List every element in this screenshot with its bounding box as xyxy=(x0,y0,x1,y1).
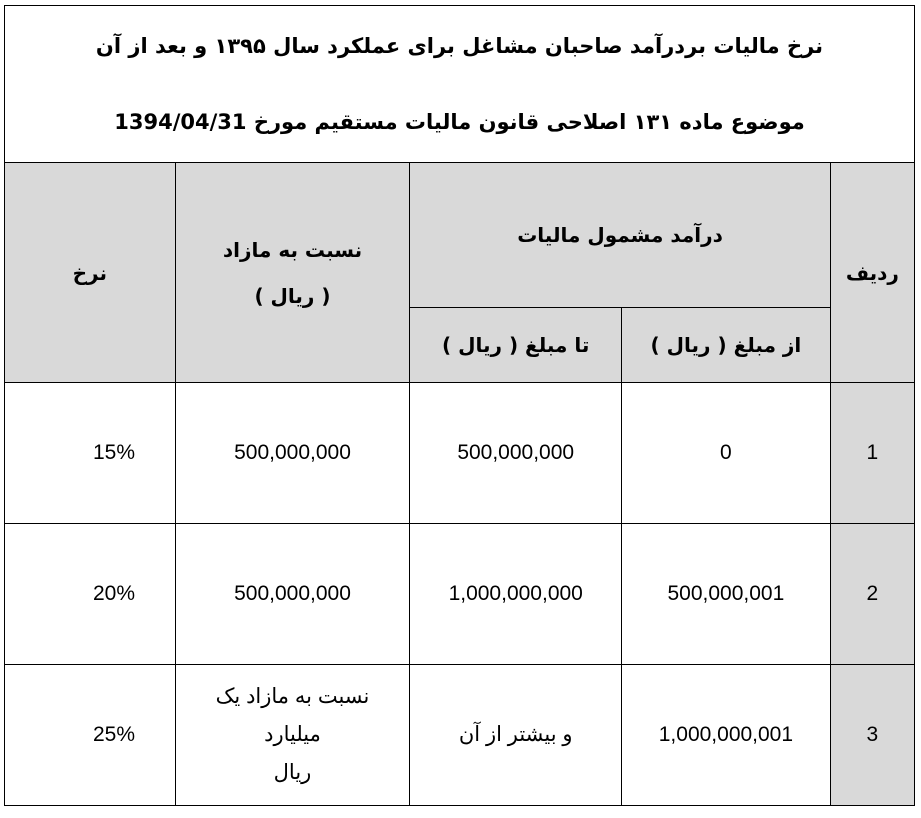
row-portion xyxy=(175,665,410,806)
row-from-amount: 1,000,000,001 xyxy=(622,665,831,806)
table-row xyxy=(5,524,915,665)
row-from-amount: 500,000,001 xyxy=(622,524,831,665)
row-rate: 25% xyxy=(5,665,176,806)
header-to-amount: تا مبلغ ( ریال ) xyxy=(410,308,622,383)
row-radif: 3 xyxy=(830,665,914,806)
row-portion: 500,000,000 xyxy=(175,383,410,524)
title-line-2-text: موضوع ماده ۱۳۱ اصلاحی قانون مالیات مستقیم مورخ xyxy=(253,110,805,134)
row-from-amount: 0 xyxy=(622,383,831,524)
row-rate: 20% xyxy=(5,524,176,665)
header-portion-line-2: ( ریال ) xyxy=(254,283,331,308)
row-to-amount: و بیشتر از آن xyxy=(410,665,622,806)
row-to-amount: 1,000,000,000 xyxy=(410,524,622,665)
title-line-2 xyxy=(5,84,914,160)
row-portion: 500,000,000 xyxy=(175,524,410,665)
row-rate: 15% xyxy=(5,383,176,524)
table-row xyxy=(5,383,915,524)
row-portion-line-1: نسبت به مازاد یک xyxy=(215,685,370,708)
document-title xyxy=(5,6,915,163)
row-radif: 1 xyxy=(830,383,914,524)
row-portion-line-3: ریال xyxy=(273,761,312,784)
tax-rate-document xyxy=(4,5,915,812)
row-radif: 2 xyxy=(830,524,914,665)
header-portion-line-1: نسبت به مازاد xyxy=(222,237,363,262)
title-line-2-date: 1394/04/31 xyxy=(114,110,247,134)
header-from-amount: از مبلغ ( ریال ) xyxy=(622,308,831,383)
tax-rate-table xyxy=(4,5,915,806)
header-taxable-income: درآمد مشمول مالیات xyxy=(410,163,830,308)
header-rate: نرخ xyxy=(5,163,176,383)
row-to-amount: 500,000,000 xyxy=(410,383,622,524)
header-radif: ردیف xyxy=(830,163,914,383)
table-row xyxy=(5,665,915,806)
header-portion xyxy=(175,163,410,383)
title-line-1: نرخ مالیات بردرآمد صاحبان مشاغل برای عملکرد سال ۱۳۹۵ و بعد از آن xyxy=(95,34,824,58)
row-portion-line-2: میلیارد xyxy=(264,723,321,746)
